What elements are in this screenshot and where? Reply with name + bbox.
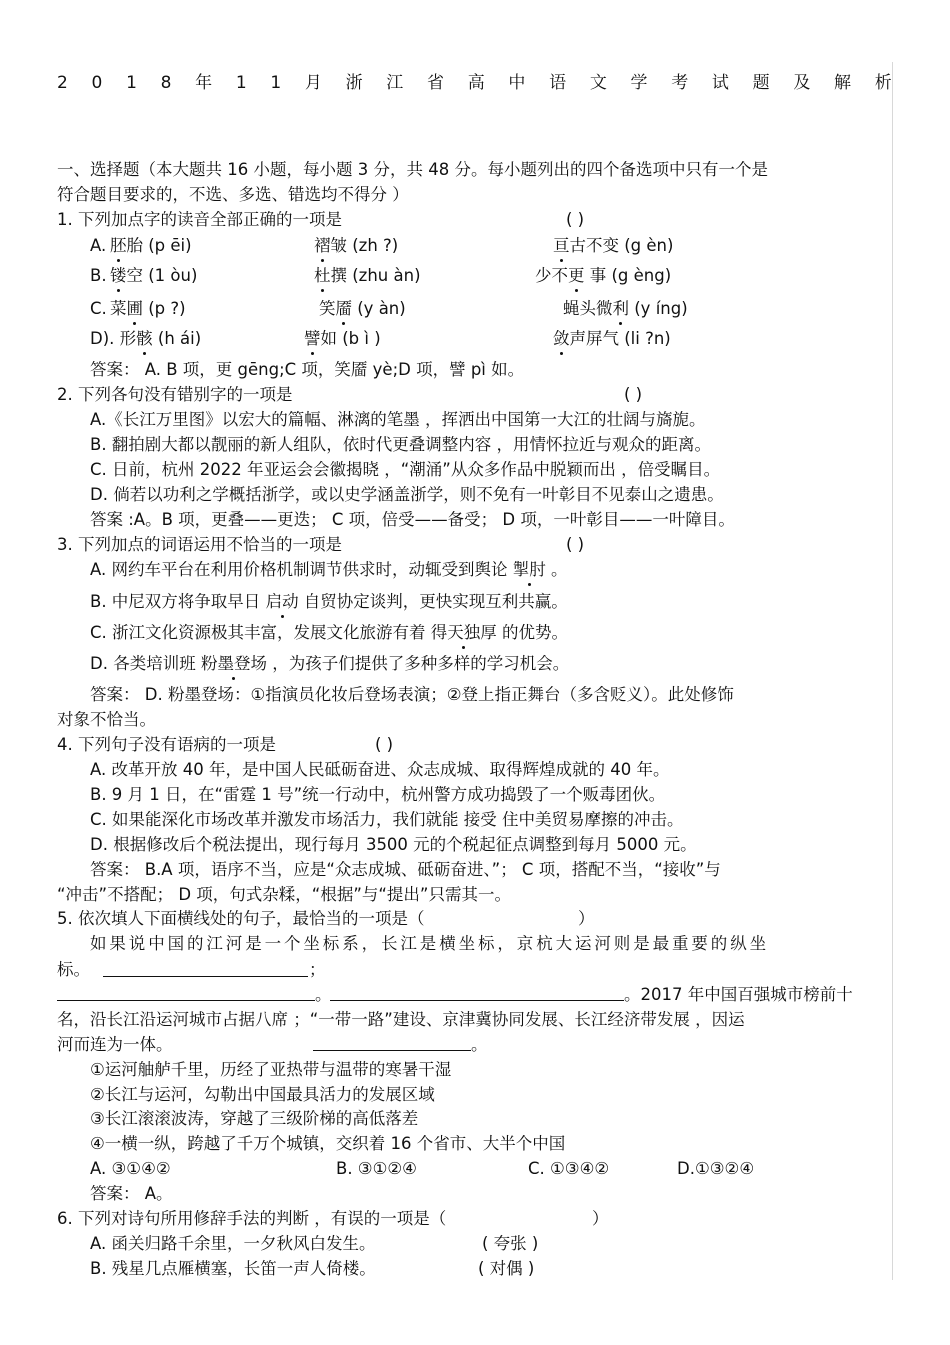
title-char: 及 bbox=[793, 73, 811, 93]
title-char: 中 bbox=[508, 73, 526, 93]
q2-option-d: D. 倘若以功利之学概括浙学，或以史学涵盖浙学，则不免有一叶彰目不见泰山之遗患。 bbox=[90, 485, 724, 504]
q1-option-a-word1: 胚胎 (p ēi) bbox=[110, 236, 192, 255]
q4-answer: 答案： B.A 项，语序不当，应是“众志成城、砥砺奋进、”； C 项，搭配不当，“接收”与 bbox=[90, 860, 721, 879]
q2-stem: 2. 下列各句没有错别字的一项是 bbox=[57, 385, 293, 404]
q1-option-b-label: B. bbox=[90, 266, 107, 285]
q6-paren: ） bbox=[592, 1209, 609, 1228]
q6-stem: 6. 下列对诗句所用修辞手法的判断 ，有误的一项是（ bbox=[57, 1209, 447, 1228]
title-char: 省 bbox=[427, 73, 444, 93]
q5-blank-1[interactable] bbox=[103, 976, 308, 977]
q5-passage-line1: 如果说中国的江河是一个坐标系，长江是横坐标，京杭大运河则是最重要的纵坐 bbox=[90, 934, 769, 953]
title-char: 0 bbox=[91, 73, 103, 93]
title-char: 年 bbox=[195, 73, 213, 93]
q6-option-a: A. 函关归路千余里，一夕秋风白发生。 bbox=[90, 1234, 376, 1253]
q6-option-b-tag: ( 对偶 ) bbox=[478, 1259, 535, 1278]
q4-paren: ( ) bbox=[375, 735, 394, 754]
q4-option-c: C. 如果能深化市场改革并激发市场活力，我们就能 接受 住中美贸易摩擦的冲击。 bbox=[90, 810, 684, 829]
q2-option-b: B. 翻拍剧大都以靓丽的新人组队，依时代更叠调整内容 ，用情怀拉近与观众的距离。 bbox=[90, 435, 712, 454]
title-char: 文 bbox=[589, 73, 607, 93]
q5-option-d: D.①③②④ bbox=[677, 1159, 755, 1178]
q1-option-c-word1: 菜圃 (p ?) bbox=[110, 299, 186, 318]
q6-option-b: B. 残星几点雁横塞，长笛一声人倚楼。 bbox=[90, 1259, 376, 1278]
q1-paren: ( ) bbox=[566, 210, 585, 229]
q1-option-b-word1: 镂空 (1 òu) bbox=[110, 266, 198, 285]
q1-option-a-word3: 亘古不变 (g èn) bbox=[553, 236, 674, 255]
q2-option-c: C. 日前，杭州 2022 年亚运会会徽揭晓 ，“潮涌”从众多作品中脱颖而出 ，倍受瞩目。 bbox=[90, 460, 721, 479]
q1-option-d-word3: 敛声屏气 (li ?n) bbox=[553, 329, 671, 348]
q1-stem: 1. 下列加点字的读音全部正确的一项是 bbox=[57, 210, 342, 229]
q1-option-c-word3: 蝇头微利 (y íng) bbox=[563, 299, 688, 318]
q1-option-b-word2: 杜撰 (zhu àn) bbox=[314, 266, 421, 285]
page-border bbox=[892, 62, 893, 1280]
title-char: 江 bbox=[386, 73, 404, 93]
title-char: 析 bbox=[874, 73, 892, 93]
q4-stem: 4. 下列句子没有语病的一项是 bbox=[57, 735, 276, 754]
q4-option-a: A. 改革开放 40 年，是中国人民砥砺奋进、众志成城、取得辉煌成就的 40 年。 bbox=[90, 760, 670, 779]
q3-option-c: C. 浙江文化资源极其丰富，发展文化旅游有着 得天独厚 的优势。 bbox=[90, 623, 569, 642]
q4-option-b: B. 9 月 1 日，在“雷霆 1 号”统一行动中，杭州警方成功捣毁了一个贩毒团伙。 bbox=[90, 785, 666, 804]
q5-sentence-4: ④一横一纵，跨越了千万个城镇，交织着 16 个省市、大半个中国 bbox=[90, 1134, 566, 1153]
q1-option-c-word2: 笑靥 (y àn) bbox=[319, 299, 406, 318]
q5-sentence-2: ②长江与运河，勾勒出中国最具活力的发展区域 bbox=[90, 1085, 435, 1104]
q3-option-a: A. 网约车平台在利用价格机制调节供求时，动辄受到舆论 掣肘 。 bbox=[90, 560, 568, 579]
title-char: 解 bbox=[834, 73, 852, 93]
q3-answer-cont: 对象不恰当。 bbox=[57, 710, 156, 729]
title-char: 1 bbox=[270, 73, 282, 93]
q3-stem: 3. 下列加点的词语运用不恰当的一项是 bbox=[57, 535, 342, 554]
q5-blank-4[interactable] bbox=[313, 1050, 471, 1051]
q5-answer: 答案： A。 bbox=[90, 1184, 173, 1203]
q5-option-a: A. ③①④② bbox=[90, 1159, 171, 1178]
title-char: 2 bbox=[57, 73, 68, 93]
q5-sentence-3: ③长江滚滚波涛，穿越了三级阶梯的高低落差 bbox=[90, 1109, 419, 1128]
q1-option-a-word2: 褶皱 (zh ?) bbox=[314, 236, 399, 255]
q5-stem: 5. 依次填人下面横线处的句子，最恰当的一项是（ bbox=[57, 909, 425, 928]
title-char: 月 bbox=[304, 73, 322, 93]
q3-option-d: D. 各类培训班 粉墨登场 ，为孩子们提供了多种多样的学习机会。 bbox=[90, 654, 570, 673]
q2-answer: 答案 :A。B 项，更叠——更迭； C 项，倍受——备受； D 项，一叶彰目——一叶障目。 bbox=[90, 510, 735, 529]
q1-option-a-label: A. bbox=[90, 236, 107, 255]
q5-passage-line2b: ； bbox=[309, 960, 326, 979]
title-char: 考 bbox=[671, 73, 689, 93]
q4-option-d: D. 根据修改后个税法提出，现行每月 3500 元的个税起征点调整到每月 5000 元。 bbox=[90, 835, 697, 854]
q5-paren: ） bbox=[578, 909, 595, 928]
q5-passage-line4: 名，沿长江沿运河城市占据八席 ；“一带一路”建设、京津冀协同发展、长江经济带发展 ，因运 bbox=[57, 1010, 745, 1029]
q3-option-b: B. 中尼双方将争取早日 启动 自贸协定谈判，更快实现互利共赢。 bbox=[90, 592, 568, 611]
q5-sentence-1: ①运河舳舻千里，历经了亚热带与温带的寒暑干湿 bbox=[90, 1060, 452, 1079]
q1-option-d-word2: 譬如 (b ì ) bbox=[304, 329, 381, 348]
q5-passage-line5a: 河而连为一体。 bbox=[57, 1035, 173, 1054]
title-char: 浙 bbox=[345, 73, 363, 93]
section-header: 一、选择题（本大题共 16 小题，每小题 3 分，共 48 分。每小题列出的四个备选项中只有一个是 bbox=[57, 160, 768, 179]
title-char: 1 bbox=[235, 73, 247, 93]
title-char: 试 bbox=[711, 73, 729, 93]
q2-paren: ( ) bbox=[624, 385, 643, 404]
title-char: 学 bbox=[630, 73, 648, 93]
title-char: 1 bbox=[126, 73, 137, 93]
q5-passage-line3a: 。 bbox=[315, 985, 332, 1004]
title-char: 8 bbox=[160, 73, 172, 93]
q5-blank-3[interactable] bbox=[330, 1000, 624, 1001]
section-instructions: 符合题目要求的，不选、多选、错选均不得分 ） bbox=[57, 185, 409, 204]
q5-passage-line5b: 。 bbox=[471, 1035, 488, 1054]
q1-answer: 答案： A. B 项，更 gēng;C 项，笑靥 yè;D 项，譬 pì 如。 bbox=[90, 360, 525, 379]
q1-option-d-word1: D). 形骸 (h ái) bbox=[90, 329, 202, 348]
q5-option-c: C. ①③④② bbox=[528, 1159, 610, 1178]
q2-option-a: A.《长江万里图》以宏大的篇幅、淋漓的笔墨 ，挥洒出中国第一大江的壮阔与旖旎。 bbox=[90, 410, 706, 429]
q5-blank-2[interactable] bbox=[57, 1000, 315, 1001]
q3-answer: 答案： D. 粉墨登场：①指演员化妆后登场表演；②登上指正舞台（多含贬义）。此处修饰 bbox=[90, 685, 734, 704]
title-char: 语 bbox=[549, 73, 567, 93]
title-char: 高 bbox=[467, 73, 485, 93]
q5-option-b: B. ③①②④ bbox=[336, 1159, 417, 1178]
q5-passage-line2a: 标。 bbox=[57, 960, 90, 979]
page-title bbox=[57, 72, 892, 94]
q6-option-a-tag: ( 夸张 ) bbox=[482, 1234, 539, 1253]
q5-passage-line3b: 。2017 年中国百强城市榜前十 bbox=[624, 985, 853, 1004]
q1-option-c-label: C. bbox=[90, 299, 107, 318]
q3-paren: ( ) bbox=[566, 535, 585, 554]
q4-answer-cont: “冲击”不搭配； D 项，句式杂糅，“根据”与“提出”只需其一。 bbox=[57, 885, 511, 904]
q1-option-b-word3: 少不更 事 (g èng) bbox=[535, 266, 672, 285]
title-char: 题 bbox=[752, 73, 770, 93]
